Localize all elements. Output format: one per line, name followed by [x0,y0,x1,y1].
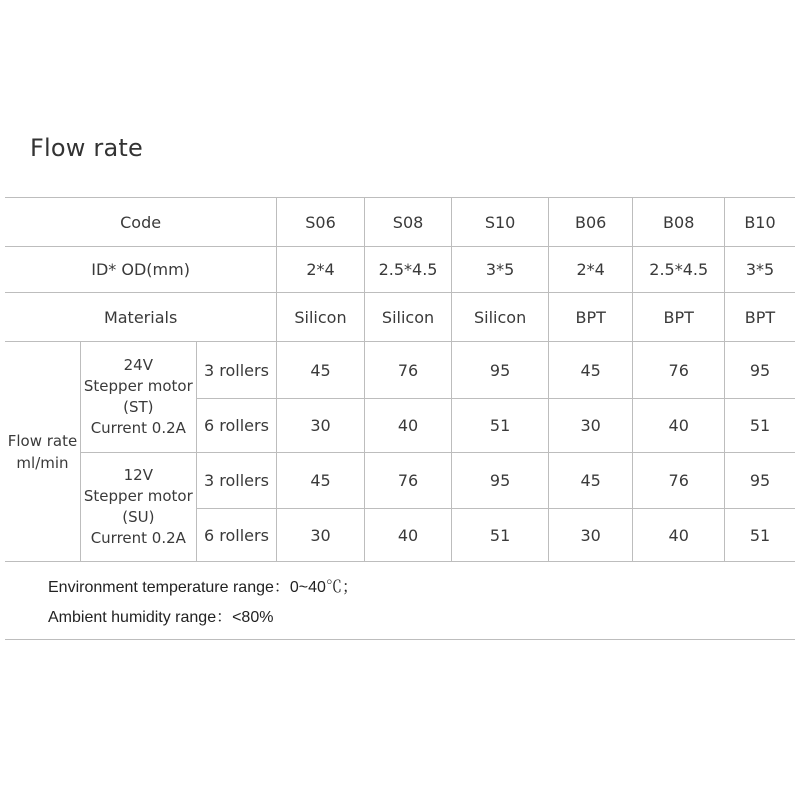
id-od-cell: 2*4 [277,247,365,293]
flow-value: 76 [633,453,725,509]
flow-value: 40 [364,399,452,453]
id-od-label: ID* OD(mm) [5,247,277,293]
flow-rate-table [5,197,795,562]
code-cell: B08 [633,198,725,247]
flow-value: 95 [725,342,796,399]
flow-rate-label-line: Flow rate [7,431,78,450]
page-title: Flow rate [30,134,143,162]
motor-voltage: 12V [123,466,153,484]
material-cell: BPT [548,293,633,342]
flow-value: 95 [452,453,549,509]
code-cell: S06 [277,198,365,247]
flow-value: 51 [725,399,796,453]
rollers-label: 6 rollers [196,509,277,562]
motor-spec-24v [80,342,196,453]
materials-row [5,293,795,342]
material-cell: BPT [725,293,796,342]
flow-value: 76 [364,342,452,399]
code-label: Code [5,198,277,247]
id-od-cell: 2.5*4.5 [633,247,725,293]
flow-value: 45 [548,342,633,399]
material-cell: Silicon [277,293,365,342]
rollers-label: 3 rollers [196,453,277,509]
code-cell: S10 [452,198,549,247]
flow-value: 95 [452,342,549,399]
material-cell: Silicon [452,293,549,342]
flow-value: 30 [277,509,365,562]
motor-current: Current 0.2A [90,419,186,437]
id-od-cell: 2.5*4.5 [364,247,452,293]
motor-type: Stepper motor [83,377,193,395]
id-od-row [5,247,795,293]
flow-value: 51 [452,509,549,562]
flow-value: 30 [548,509,633,562]
flow-rate-unit: ml/min [16,453,69,472]
flow-value: 30 [548,399,633,453]
motor-type: Stepper motor [83,487,193,505]
code-cell: B06 [548,198,633,247]
humidity-note: Ambient humidity range：<80% [48,609,274,626]
flow-value: 51 [452,399,549,453]
flow-value: 45 [277,453,365,509]
flow-value: 45 [277,342,365,399]
environment-notes [5,559,795,640]
id-od-cell: 2*4 [548,247,633,293]
flow-value: 30 [277,399,365,453]
flow-value: 45 [548,453,633,509]
code-cell: S08 [364,198,452,247]
table-row [5,453,795,509]
table-row [5,342,795,399]
id-od-cell: 3*5 [452,247,549,293]
rollers-label: 3 rollers [196,342,277,399]
code-row [5,198,795,247]
motor-current: Current 0.2A [90,529,186,547]
flow-rate-label [5,342,80,562]
motor-code: (SU) [122,508,155,526]
flow-value: 40 [633,509,725,562]
material-cell: BPT [633,293,725,342]
materials-label: Materials [5,293,277,342]
flow-value: 76 [364,453,452,509]
material-cell: Silicon [364,293,452,342]
motor-spec-12v [80,453,196,562]
flow-value: 95 [725,453,796,509]
flow-value: 76 [633,342,725,399]
motor-voltage: 24V [123,356,153,374]
flow-value: 40 [633,399,725,453]
temperature-note: Environment temperature range：0~40℃； [48,579,358,596]
motor-code: (ST) [123,398,154,416]
id-od-cell: 3*5 [725,247,796,293]
code-cell: B10 [725,198,796,247]
flow-value: 51 [725,509,796,562]
flow-value: 40 [364,509,452,562]
rollers-label: 6 rollers [196,399,277,453]
